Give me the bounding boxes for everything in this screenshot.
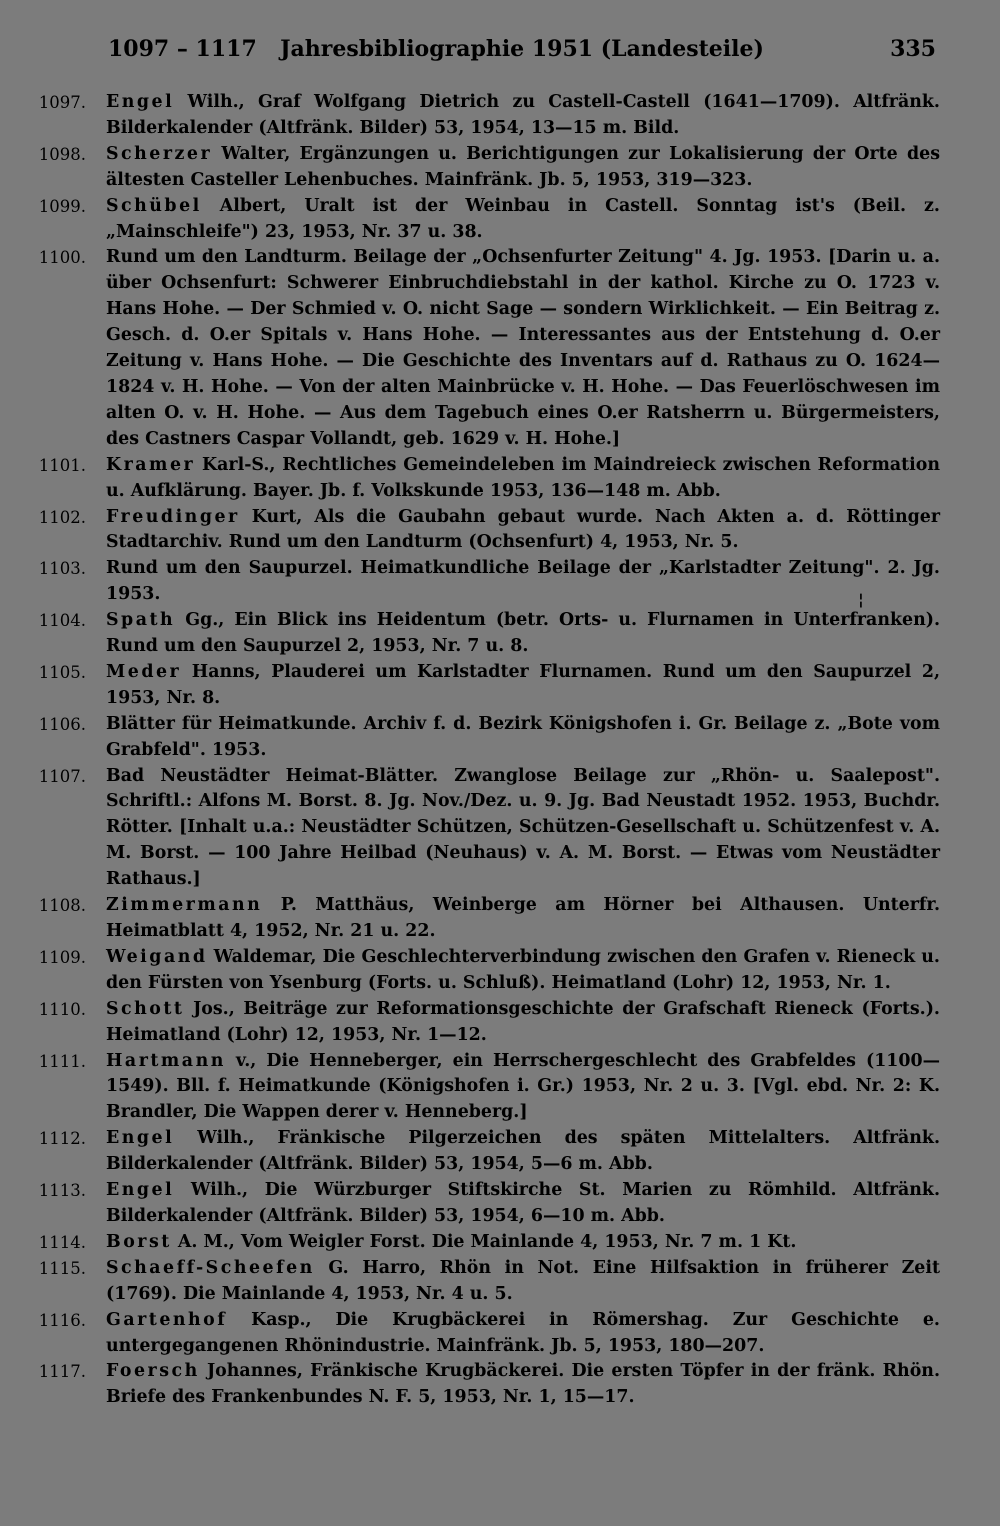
entry-text: Rund um den Landturm. Beilage der „Ochsenfurter Zeitung" 4. Jg. 1953. [Darin u. a. über Ochsenfurt: Schwerer Einbruchdiebstahl in der kathol. Kirche zu O. 1723 v. Hans Hohe. — Der Schmied v. O. nicht Sage — sondern Wirklichkeit. — Ein Beitrag z. Gesch. d. O.er Spitals v. Hans Hohe. — Interessantes aus der Entstehung d. O.er Zeitung v. Hans Hohe. — Die Geschichte des Inventars auf d. Rathaus zu O. 1624—1824 v. H. Hohe. — Von der alten Mainbrücke v. H. Hohe. — Das Feuerlöschwesen im alten O. v. H. Hohe. — Aus dem Tagebuch eines O.er Ratsherrn u. Bürgermeisters, des Castners Caspar Vollandt, geb. 1629 v. H. Hohe.] xyxy=(106,247,940,449)
entry-number: 1107. xyxy=(38,766,86,786)
bibliography-entry xyxy=(30,712,940,764)
entry-text: Albert, Uralt ist der Weinbau in Castell. Sonntag ist's (Beil. z. „Mainschleife") 23, 1953, Nr. 37 u. 38. xyxy=(106,195,940,242)
bibliography-entry xyxy=(30,90,940,142)
entry-author: Weigand xyxy=(106,946,208,967)
bibliography-entry xyxy=(30,556,940,608)
bibliography-entry xyxy=(30,453,940,505)
bibliography-entry xyxy=(30,245,940,452)
entry-author: Schott xyxy=(106,998,185,1019)
bibliography-entry xyxy=(30,660,940,712)
bibliography-entry xyxy=(30,1308,940,1360)
entry-number: 1100. xyxy=(38,248,86,268)
entry-number: 1112. xyxy=(38,1129,86,1149)
bibliography-entry xyxy=(30,142,940,194)
entry-text: Kurt, Als die Gaubahn gebaut wurde. Nach Akten a. d. Röttinger Stadtarchiv. Rund um den Landturm (Ochsenfurt) 4, 1953, Nr. 5. xyxy=(106,506,940,553)
entry-number: 1104. xyxy=(38,611,86,631)
running-title: Jahresbibliographie 1951 (Landesteile) xyxy=(280,36,764,62)
entry-text: Walter, Ergänzungen u. Berichtigungen zur Lokalisierung der Orte des ältesten Casteller Lehenbuches. Mainfränk. Jb. 5, 1953, 319—323. xyxy=(106,143,940,190)
entry-number: 1115. xyxy=(38,1258,86,1278)
bibliography-entry xyxy=(30,1359,940,1411)
entry-text: Johannes, Fränkische Krugbäckerei. Die ersten Töpfer in der fränk. Rhön. Briefe des Frankenbundes N. F. 5, 1953, Nr. 1, 15—17. xyxy=(106,1361,940,1408)
entry-text: G. Harro, Rhön in Not. Eine Hilfsaktion in früherer Zeit (1769). Die Mainlande 4, 1953, Nr. 4 u. 5. xyxy=(106,1257,940,1304)
entry-text: Hanns, Plauderei um Karlstadter Flurnamen. Rund um den Saupurzel 2, 1953, Nr. 8. xyxy=(106,661,940,708)
bibliography-entry xyxy=(30,764,940,894)
bibliography-entry xyxy=(30,1256,940,1308)
bibliography-entry xyxy=(30,1049,940,1127)
entry-number: 1110. xyxy=(38,999,86,1019)
bibliography-entry xyxy=(30,1230,940,1256)
entry-author: Zimmermann xyxy=(106,895,263,916)
entry-range: 1097 – 1117 xyxy=(108,36,257,62)
entry-number: 1106. xyxy=(38,714,86,734)
entry-author: Engel xyxy=(106,1128,175,1149)
entry-text: P. Matthäus, Weinberge am Hörner bei Althausen. Unterfr. Heimatblatt 4, 1952, Nr. 21 u. 22. xyxy=(106,895,940,941)
entry-number: 1099. xyxy=(38,196,86,216)
entry-text: Jos., Beiträge zur Reformationsgeschichte der Grafschaft Rieneck (Forts.). Heimatland (Lohr) 12, 1953, Nr. 1—12. xyxy=(106,998,940,1045)
entry-author: Schaeff-Scheefen xyxy=(106,1257,315,1278)
bibliography-list xyxy=(30,90,940,1411)
entry-author: Foersch xyxy=(106,1361,200,1382)
entry-author: Gartenhof xyxy=(106,1309,228,1330)
entry-text: Wilh., Graf Wolfgang Dietrich zu Castell-Castell (1641—1709). Altfränk. Bilderkalender (Altfränk. Bilder) 53, 1954, 13—15 m. Bild. xyxy=(106,92,940,138)
entry-number: 1102. xyxy=(38,507,86,527)
entry-number: 1114. xyxy=(38,1232,86,1252)
entry-number: 1111. xyxy=(38,1051,86,1071)
entry-author: Freudinger xyxy=(106,506,240,527)
entry-text: Wilh., Fränkische Pilgerzeichen des späten Mittelalters. Altfränk. Bilderkalender (Altfränk. Bilder) 53, 1954, 5—6 m. Abb. xyxy=(106,1128,940,1175)
entry-number: 1108. xyxy=(38,896,86,916)
entry-number: 1097. xyxy=(38,93,86,112)
entry-text: Wilh., Die Würzburger Stiftskirche St. Marien zu Römhild. Altfränk. Bilderkalender (Altfränk. Bilder) 53, 1954, 6—10 m. Abb. xyxy=(106,1180,940,1226)
entry-author: Engel xyxy=(106,1180,175,1201)
entry-author: Hartmann xyxy=(106,1050,226,1071)
bibliography-entry xyxy=(30,893,940,945)
page-number: 335 xyxy=(890,36,936,62)
entry-text: Bad Neustädter Heimat-Blätter. Zwanglose Beilage zur „Rhön- u. Saalepost". Schriftl.: Alfons M. Borst. 8. Jg. Nov./Dez. u. 9. Jg. Bad Neustadt 1952. 1953, Buchdr. Rötter. [Inhalt u.a.: Neustädter Schützen, Schützen-Gesellschaft u. Schützenfest v. A. M. Borst. — 100 Jahre Heilbad (Neuhaus) v. A. M. Borst. — Etwas vom Neustädter Rathaus.] xyxy=(106,765,940,890)
entry-number: 1103. xyxy=(38,559,86,579)
entry-author: Engel xyxy=(106,92,175,112)
bibliography-entry xyxy=(30,945,940,997)
entry-text: Karl-S., Rechtliches Gemeindeleben im Maindreieck zwischen Reformation u. Aufklärung. Bayer. Jb. f. Volkskunde 1953, 136—148 m. Abb. xyxy=(106,454,940,501)
entry-text: Blätter für Heimatkunde. Archiv f. d. Bezirk Königshofen i. Gr. Beilage z. „Bote vom Grabfeld". 1953. xyxy=(106,713,940,760)
bibliography-entry xyxy=(30,505,940,557)
bibliography-entry xyxy=(30,997,940,1049)
entry-author: Meder xyxy=(106,661,182,682)
bibliography-entry xyxy=(30,1178,940,1230)
entry-author: Kramer xyxy=(106,454,196,475)
entry-author: Schübel xyxy=(106,195,202,216)
bibliography-entry xyxy=(30,1126,940,1178)
entry-author: Borst xyxy=(106,1231,172,1252)
entry-number: 1113. xyxy=(38,1181,86,1201)
entry-number: 1105. xyxy=(38,662,86,682)
entry-author: Spath xyxy=(106,610,176,631)
entry-text: Gg., Ein Blick ins Heidentum (betr. Orts- u. Flurnamen in Unterfranken). Rund um den Saupurzel 2, 1953, Nr. 7 u. 8. xyxy=(106,610,940,657)
entry-number: 1117. xyxy=(38,1362,86,1382)
entry-text: Kasp., Die Krugbäckerei in Römershag. Zur Geschichte e. untergegangenen Rhönindustrie. Mainfränk. Jb. 5, 1953, 180—207. xyxy=(106,1309,940,1356)
entry-number: 1109. xyxy=(38,947,86,967)
entry-number: 1098. xyxy=(38,144,86,164)
entry-text: Waldemar, Die Geschlechterverbindung zwischen den Grafen v. Rieneck u. den Fürsten von Ysenburg (Forts. u. Schluß). Heimatland (Lohr) 12, 1953, Nr. 1. xyxy=(106,946,940,993)
entry-author: Scherzer xyxy=(106,143,213,164)
entry-text: A. M., Vom Weigler Forst. Die Mainlande 4, 1953, Nr. 7 m. 1 Kt. xyxy=(171,1231,797,1252)
entry-text: Rund um den Saupurzel. Heimatkundliche Beilage der „Karlstadter Zeitung". 2. Jg. 1953. xyxy=(106,558,940,605)
entry-number: 1101. xyxy=(38,455,86,475)
margin-mark: ¦ xyxy=(858,590,864,609)
running-header xyxy=(108,36,936,70)
bibliography-entry xyxy=(30,194,940,246)
bibliography-entry xyxy=(30,608,940,660)
entry-number: 1116. xyxy=(38,1310,86,1330)
entry-text: v., Die Henneberger, ein Herrschergeschlecht des Grabfeldes (1100—1549). Bll. f. Heimatkunde (Königshofen i. Gr.) 1953, Nr. 2 u. 3. [Vgl. ebd. Nr. 2: K. Brandler, Die Wappen derer v. Henneberg.] xyxy=(106,1050,940,1123)
